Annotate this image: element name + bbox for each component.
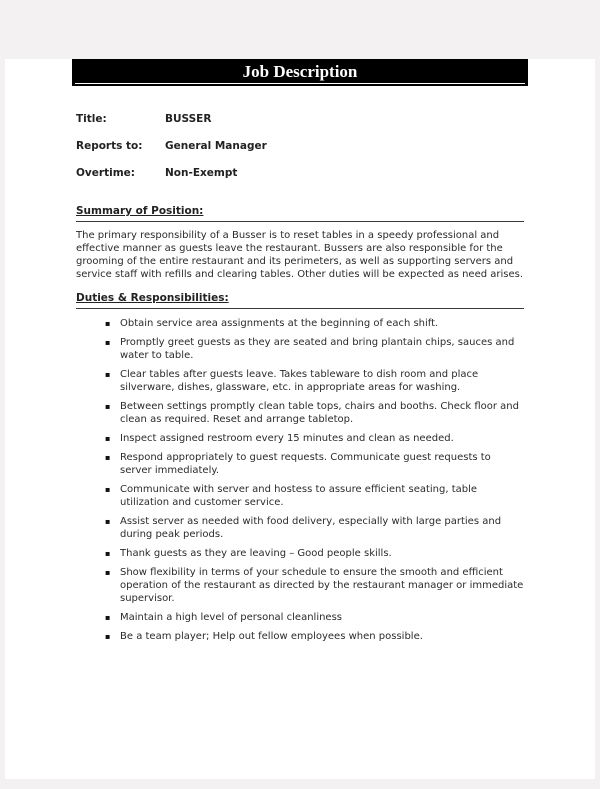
page-title: Job Description — [75, 62, 525, 84]
field-reports-to — [76, 140, 524, 152]
list-item — [76, 368, 524, 394]
bullet-square-icon: ▪ — [105, 434, 111, 443]
duties-heading: Duties & Responsibilities: — [76, 292, 524, 309]
bullet-square-icon: ▪ — [105, 549, 111, 558]
duty-text: Assist server as needed with food delivery, especially with large parties and during peak periods. — [120, 516, 502, 540]
list-item — [76, 611, 524, 624]
document-title-bar — [72, 59, 528, 86]
summary-body: The primary responsibility of a Busser is to reset tables in a speedy professional and effective manner as guests leave the restaurant. Bussers are also responsible for the grooming of the entire restaurant and its perimeters, as well as supporting servers and service staff with refills and clearing tables. Other duties will be expected as need arises. — [76, 230, 524, 280]
document-page — [5, 59, 595, 779]
duty-text: Thank guests as they are leaving – Good people skills. — [120, 548, 392, 559]
list-item — [76, 432, 524, 445]
duty-text: Maintain a high level of personal cleanliness — [120, 612, 343, 623]
bullet-square-icon: ▪ — [105, 485, 111, 494]
duty-text: Be a team player; Help out fellow employees when possible. — [120, 631, 423, 642]
bullet-square-icon: ▪ — [105, 319, 111, 328]
duty-text: Promptly greet guests as they are seated and bring plantain chips, sauces and water to table. — [120, 337, 515, 361]
duties-section — [76, 292, 524, 643]
bullet-square-icon: ▪ — [105, 370, 111, 379]
field-title-value: BUSSER — [165, 113, 212, 125]
summary-section — [76, 205, 524, 281]
duty-text: Respond appropriately to guest requests. Communicate guest requests to server immediately. — [120, 452, 491, 476]
list-item — [76, 483, 524, 509]
list-item — [76, 547, 524, 560]
bullet-square-icon: ▪ — [105, 453, 111, 462]
field-reports-to-value: General Manager — [165, 140, 267, 152]
field-title-label: Title: — [76, 113, 107, 125]
list-item — [76, 451, 524, 477]
bullet-square-icon: ▪ — [105, 402, 111, 411]
field-overtime — [76, 167, 524, 179]
field-title — [76, 113, 524, 125]
field-reports-to-label: Reports to: — [76, 140, 143, 152]
duty-text: Clear tables after guests leave. Takes tableware to dish room and place silverware, dishes, glassware, etc. in appropriate areas for washing. — [120, 369, 479, 393]
field-overtime-value: Non-Exempt — [165, 167, 238, 179]
bullet-square-icon: ▪ — [105, 338, 111, 347]
duty-text: Show flexibility in terms of your schedule to ensure the smooth and efficient operation of the restaurant as directed by the restaurant manager or immediate supervisor. — [120, 567, 524, 604]
duty-text: Communicate with server and hostess to assure efficient seating, table utilization and customer service. — [120, 484, 478, 508]
list-item — [76, 515, 524, 541]
duty-text: Inspect assigned restroom every 15 minutes and clean as needed. — [120, 433, 454, 444]
duties-list — [76, 317, 524, 643]
duty-text: Between settings promptly clean table tops, chairs and booths. Check floor and clean as required. Reset and arrange tabletop. — [120, 401, 519, 425]
duty-text: Obtain service area assignments at the beginning of each shift. — [120, 318, 439, 329]
bullet-square-icon: ▪ — [105, 568, 111, 577]
meta-fields — [76, 113, 524, 179]
list-item — [76, 566, 524, 605]
summary-heading: Summary of Position: — [76, 205, 524, 222]
field-overtime-label: Overtime: — [76, 167, 135, 179]
list-item — [76, 630, 524, 643]
list-item — [76, 336, 524, 362]
bullet-square-icon: ▪ — [105, 613, 111, 622]
bullet-square-icon: ▪ — [105, 517, 111, 526]
list-item — [76, 400, 524, 426]
bullet-square-icon: ▪ — [105, 632, 111, 641]
list-item — [76, 317, 524, 330]
